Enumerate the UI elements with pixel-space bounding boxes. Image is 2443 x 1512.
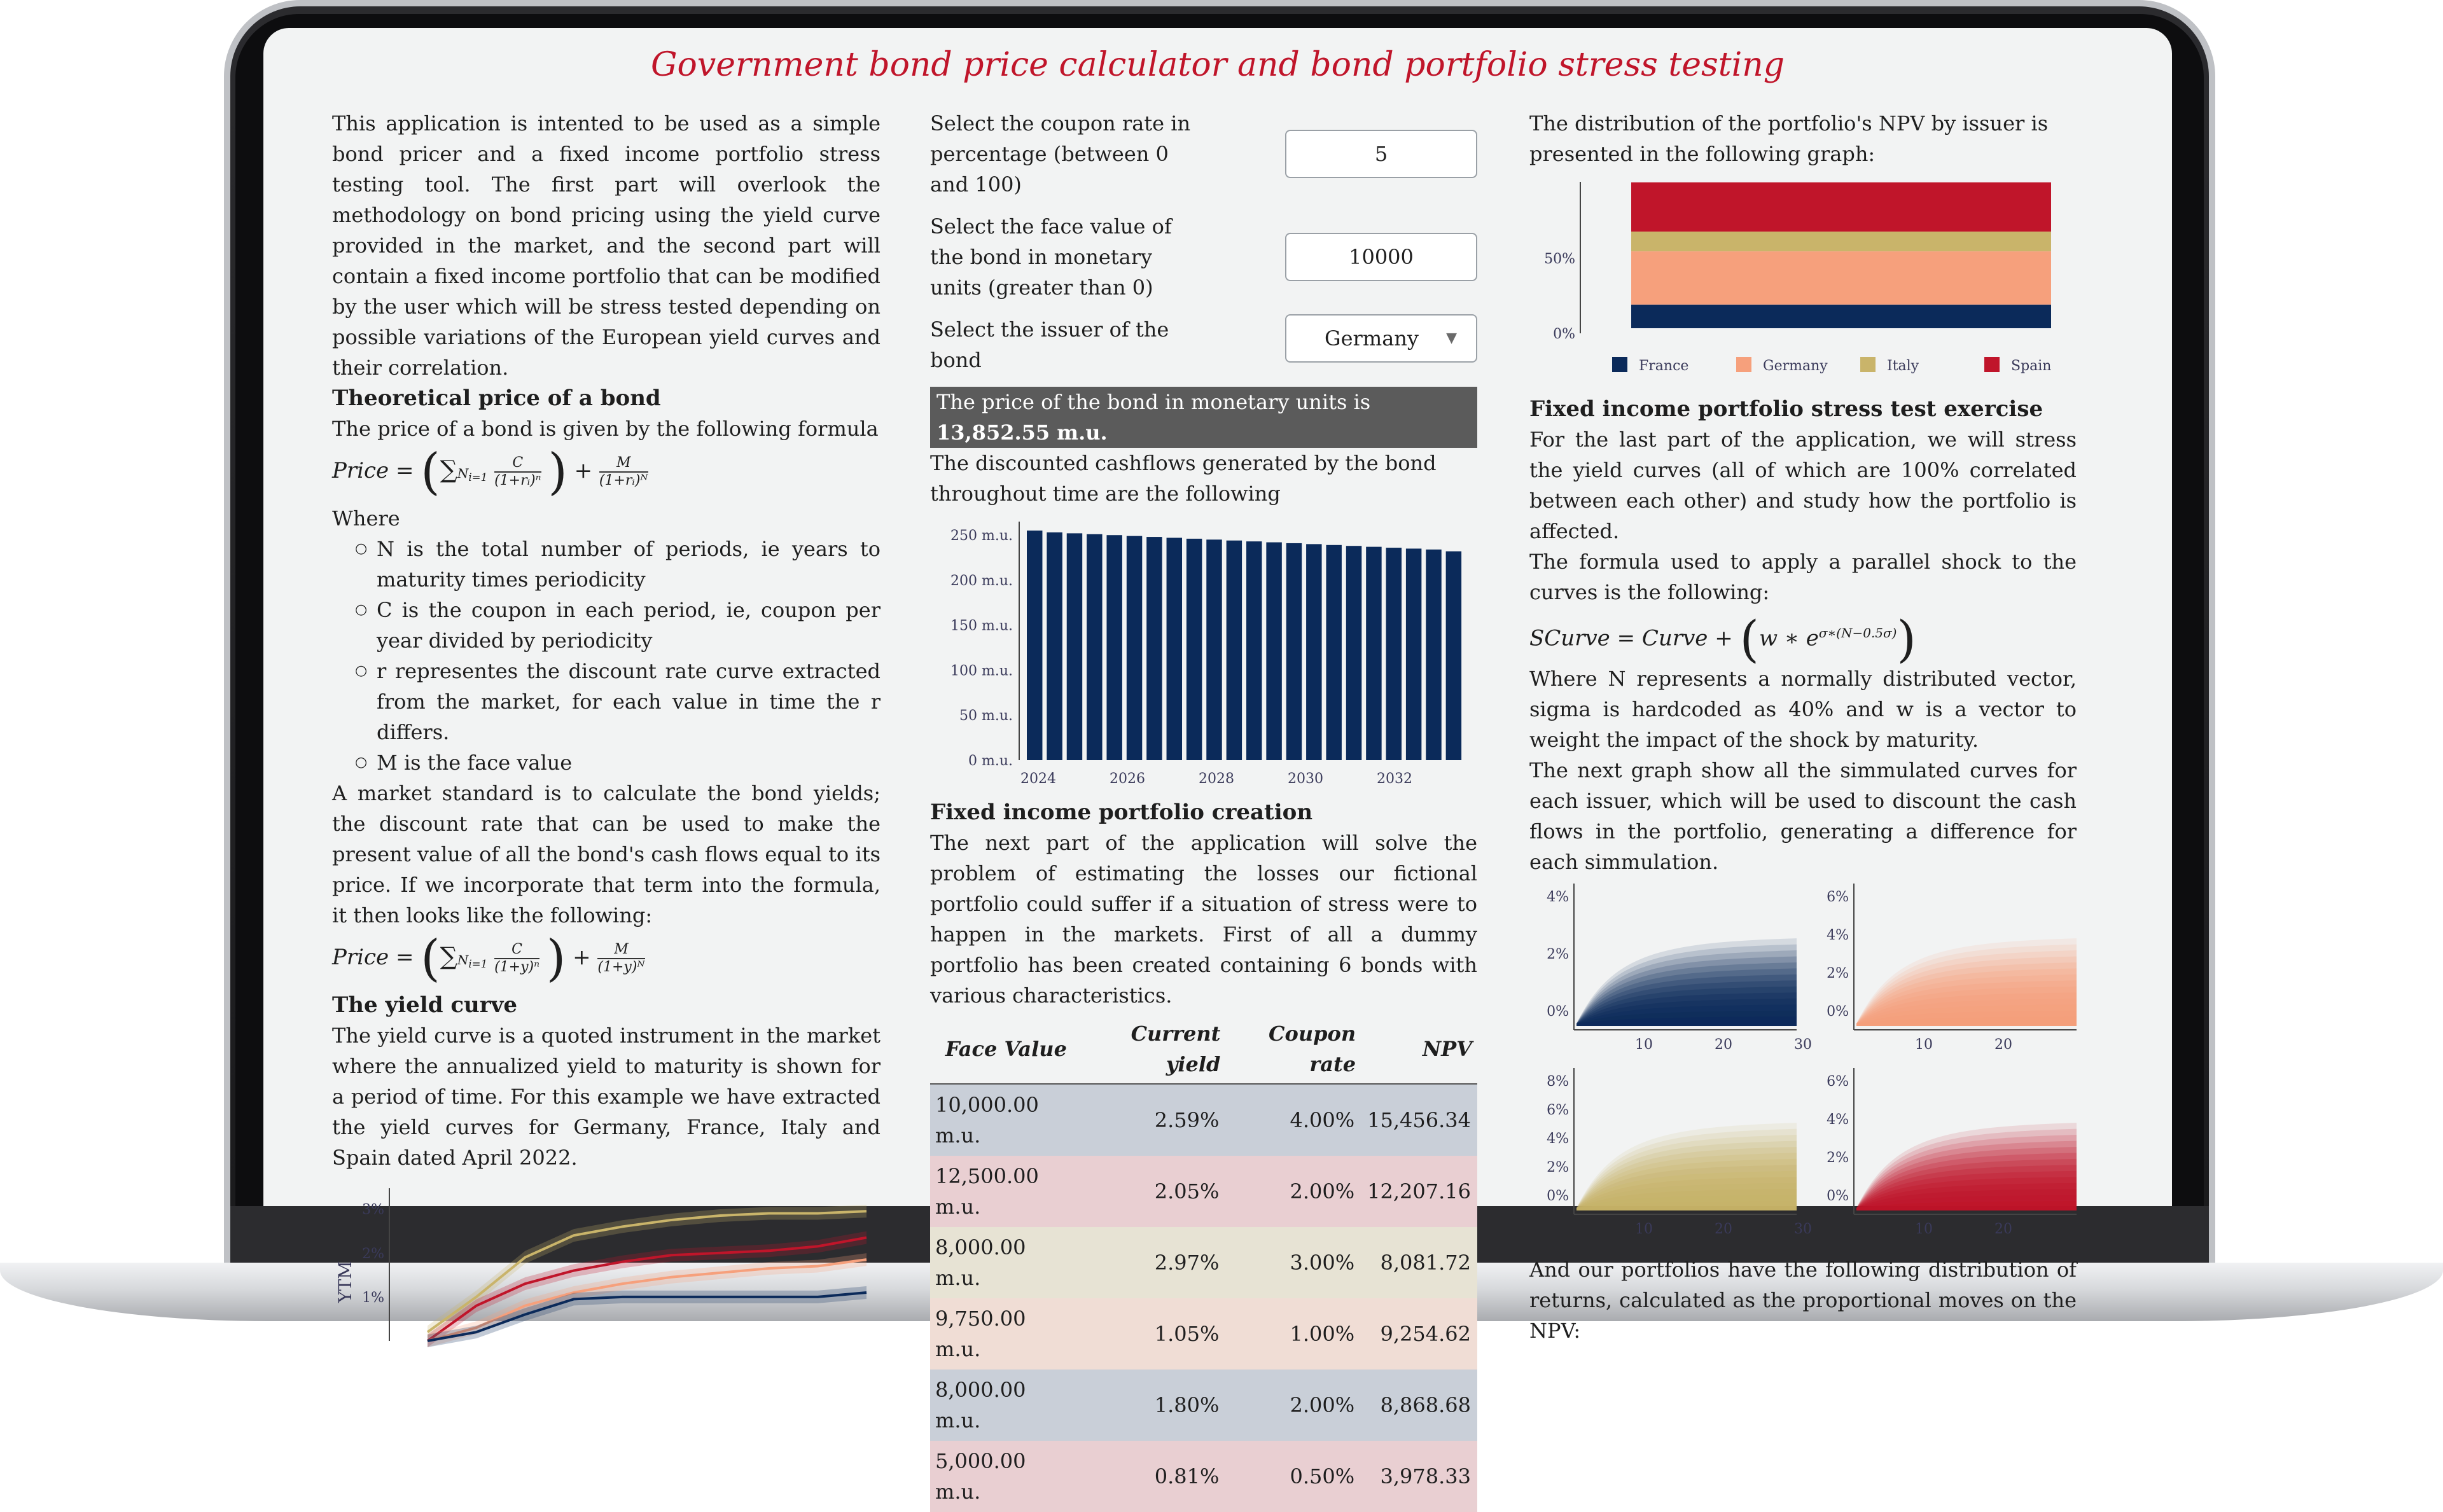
legend-label-germany: Germany (1763, 358, 1828, 374)
table-cell-face: 10,000.00 m.u. (935, 1093, 1039, 1148)
stack-segment-germany (1631, 251, 2051, 305)
cashflow-bar (1146, 537, 1162, 760)
price-result (930, 387, 1477, 448)
table-cell-npv: 12,207.16 (1367, 1179, 1471, 1203)
price-formula-market: Price = ($\sum N_{i=1}$ $\frac{C}{\text{(1+rᵢ)ⁿ}}$ ) + $\frac{M}{\text{(1+rᵢ)ᴺ}}$ (332, 443, 648, 501)
simulation-band (1856, 938, 2077, 1026)
cashflow-bar (1266, 543, 1281, 760)
col-header-current-yield[interactable]: Current yield (1082, 1015, 1226, 1084)
x-tick-label: 2030 (1288, 771, 1323, 787)
issuer-selected-value: Germany (1325, 326, 1419, 350)
cashflow-bar (1306, 544, 1321, 760)
y-tick-label: 8% (1547, 1074, 1569, 1090)
cashflow-bar (1286, 543, 1302, 760)
list-item: ○ C is the coupon in each period, ie, coupon per year divided by periodicity (377, 595, 880, 656)
table-row (930, 1441, 1477, 1512)
table-cell-yield: 2.59% (1154, 1108, 1220, 1132)
cashflow-bar (1187, 539, 1202, 760)
issuer-select[interactable] (1285, 314, 1477, 363)
x-tick-label: 20 (1715, 1037, 1732, 1053)
legend-swatch-spain (1984, 357, 2000, 372)
table-cell-yield: 1.05% (1154, 1322, 1220, 1346)
panel-germany (1827, 884, 2077, 1053)
stress-heading: Fixed income portfolio stress test exercise (1529, 396, 2043, 422)
table-row (930, 1370, 1477, 1441)
simulation-band (1576, 938, 1797, 1026)
face-value-label: Select the face value of the bond in monetary units (greater than 0) (930, 214, 1172, 300)
x-tick-label: 30 (1794, 1037, 1812, 1053)
cashflow-bar (1386, 548, 1402, 760)
y-tick-label: 0% (1547, 1004, 1569, 1020)
table-cell-face: 8,000.00 m.u. (935, 1235, 1026, 1290)
x-tick-label: 20 (1994, 1037, 2012, 1053)
cashflow-bar (1366, 547, 1381, 760)
y-tick-label: 200 m.u. (950, 572, 1013, 589)
cashflow-bar (1067, 533, 1082, 760)
x-tick-label: 10 (1915, 1037, 1933, 1053)
scurve-formula: SCurve = Curve + (w ∗ $e^{\sigma∗(N-0.5\sigma)}$) (1529, 611, 1916, 669)
simulation-text: The next graph show all the simmulated curves for each issuer, which will be used to discount the cash flows in the portfolio, generating a difference for each simmulation. (1529, 758, 2077, 875)
y-tick-label: 0% (1827, 1188, 1849, 1205)
price-formula-yield: Price = ($\sum N_{i=1}$ $\frac{C}{\text{(1+y)ⁿ}}$ ) + $\frac{M}{\text{(1+y)ᴺ}}$ (332, 930, 645, 987)
table-cell-coupon: 3.00% (1290, 1251, 1355, 1275)
x-tick-label: 20 (1715, 1221, 1732, 1238)
shock-formula-intro: The formula used to apply a parallel shock to the curves is the following: (1529, 550, 2077, 604)
y-tick-label: 250 m.u. (950, 528, 1013, 544)
legend-label-france: France (1639, 358, 1689, 374)
list-item: ○ M is the face value (377, 747, 880, 778)
where-text: Where N represents a normally distributed vector, sigma is hardcoded as 40% and w is a vector to weight the impact of the shock by maturity. (1529, 667, 2077, 753)
y-tick-label: 2% (362, 1245, 384, 1262)
cashflow-bar (1406, 548, 1421, 760)
list-item: ○ N is the total number of periods, ie years to maturity times periodicity (377, 534, 880, 595)
x-tick-label: 2026 (1110, 771, 1145, 787)
price-result-prefix: The price of the bond in monetary units is (936, 390, 1371, 414)
x-tick-label: 10 (1635, 1037, 1653, 1053)
table-row (930, 1084, 1477, 1156)
col-header-face-value[interactable]: Face Value (930, 1015, 1082, 1084)
table-cell-face: 5,000.00 m.u. (935, 1449, 1026, 1504)
formula-terms-list (332, 534, 880, 778)
table-row (930, 1227, 1477, 1298)
y-tick-label: 6% (1827, 1074, 1849, 1090)
x-tick-label: 30 (1794, 1221, 1812, 1238)
x-tick-label: 2024 (1020, 771, 1056, 787)
y-tick-label: 0% (1547, 1188, 1569, 1205)
cashflow-bar (1106, 535, 1122, 760)
cashflow-bar (1027, 531, 1042, 760)
page-title: Government bond price calculator and bond portfolio stress testing (650, 46, 1785, 84)
portfolio-text: The next part of the application will solve the problem of estimating the losses our fictional portfolio could suffer if a situation of stress were to happen in the markets. First of all a dummy portfolio has been created containing 6 bonds with various characteristics. (930, 831, 1477, 1008)
table-cell-yield: 2.97% (1154, 1251, 1220, 1275)
cashflow-bar (1426, 550, 1441, 760)
y-tick-label: 50 m.u. (959, 708, 1013, 725)
cashflow-bar (1167, 538, 1182, 760)
simulation-band (1856, 1123, 2077, 1210)
table-header-row (930, 1015, 1477, 1084)
y-axis-label: YTM (335, 1261, 356, 1303)
panel-italy (1547, 1068, 1812, 1237)
cashflow-bar (1326, 545, 1341, 760)
y-tick-label: 3% (362, 1202, 384, 1218)
y-tick-label: 2% (1547, 947, 1569, 963)
x-tick-label: 10 (1635, 1221, 1653, 1238)
pricer-column (930, 108, 1477, 1512)
chevron-down-icon[interactable]: ▼ (1446, 330, 1457, 346)
intro-column (332, 108, 880, 1356)
coupon-label: Select the coupon rate in percentage (between 0 and 100) (930, 111, 1191, 197)
table-cell-face: 9,750.00 m.u. (935, 1307, 1026, 1361)
y-tick-label: 1% (362, 1289, 384, 1306)
legend-swatch-italy (1860, 357, 1876, 372)
table-cell-yield: 1.80% (1154, 1393, 1220, 1417)
app-screen (263, 28, 2172, 1504)
cashflow-bar (1047, 532, 1062, 760)
table-cell-yield: 2.05% (1154, 1179, 1220, 1203)
stress-column (1529, 108, 2077, 1346)
stress-text: For the last part of the application, we will stress the yield curves (all of which are 100% correlated between each other) and study how the portfolio is affected. (1529, 427, 2077, 543)
face-value-input[interactable]: 10000 (1285, 233, 1477, 281)
table-cell-npv: 3,978.33 (1380, 1464, 1471, 1488)
cashflow-bar (1127, 536, 1142, 760)
table-cell-coupon: 2.00% (1290, 1393, 1355, 1417)
table-cell-npv: 15,456.34 (1367, 1108, 1471, 1132)
cashflow-bar (1246, 541, 1262, 760)
y-tick-label: 4% (1827, 927, 1849, 944)
y-tick-label: 4% (1827, 1112, 1849, 1128)
theory-heading: Theoretical price of a bond (332, 385, 661, 411)
cashflow-bar (1206, 539, 1222, 760)
x-tick-label: 2028 (1199, 771, 1234, 787)
legend-swatch-germany (1736, 357, 1751, 372)
table-row (930, 1156, 1477, 1227)
y-tick-label: 0% (1827, 1004, 1849, 1020)
cashflow-chart (930, 509, 1477, 789)
y-tick-label: 4% (1547, 889, 1569, 906)
portfolio-table (930, 1015, 1477, 1512)
list-item: ○ r representes the discount rate curve extracted from the market, for each value in time the r differs. (377, 656, 880, 747)
portfolio-heading: Fixed income portfolio creation (930, 800, 1313, 825)
col-header-coupon-rate[interactable]: Coupon rate (1225, 1015, 1361, 1084)
table-cell-npv: 8,081.72 (1380, 1251, 1471, 1275)
table-cell-coupon: 4.00% (1290, 1108, 1355, 1132)
y-tick-label: 2% (1827, 1150, 1849, 1167)
market-text: A market standard is to calculate the bond yields; the discount rate that can be used to make the present value of all the bond's cash flows equal to its price. If we incorporate that term into the formula, it then looks like the following: (332, 781, 880, 927)
y-tick-label: 50% (1544, 251, 1575, 267)
npv-distribution-chart (1529, 169, 2077, 385)
simulated-curves-chart (1529, 877, 2077, 1246)
cashflow-bar (1446, 551, 1461, 760)
table-cell-face: 8,000.00 m.u. (935, 1378, 1026, 1432)
issuer-label: Select the issuer of the bond (930, 317, 1169, 372)
legend-label-spain: Spain (2011, 358, 2052, 374)
theory-text: The price of a bond is given by the following formula (332, 417, 879, 441)
table-cell-face: 12,500.00 m.u. (935, 1164, 1039, 1219)
stack-segment-france (1631, 305, 2051, 328)
x-tick-label: 2032 (1377, 771, 1412, 787)
table-cell-npv: 9,254.62 (1380, 1322, 1471, 1346)
yield-curve-chart (332, 1182, 880, 1347)
y-tick-label: 150 m.u. (950, 618, 1013, 634)
stack-segment-spain (1631, 183, 2051, 232)
distribution-text: The distribution of the portfolio's NPV by issuer is presented in the following graph: (1529, 111, 2049, 166)
returns-text: And our portfolios have the following distribution of returns, calculated as the proportional moves on the NPV: (1529, 1258, 2077, 1343)
y-tick-label: 100 m.u. (950, 663, 1013, 679)
yield-text: The yield curve is a quoted instrument in the market where the annualized yield to maturity is shown for a period of time. For this example we have extracted the yield curves for Germany, France, Italy and Spain dated April 2022. (332, 1023, 880, 1170)
intro-text: This application is intented to be used as a simple bond pricer and a fixed income portfolio stress testing tool. The first part will overlook the methodology on bond pricing using the yield curve provided in the market, and the second part will contain a fixed income portfolio that can be modified by the user which will be stress tested depending on possible variations of the European yield curves and their correlation. (332, 111, 880, 380)
cashflow-bar (1346, 546, 1361, 760)
where-label: Where (332, 506, 400, 531)
coupon-row (930, 108, 1477, 200)
table-row (930, 1298, 1477, 1370)
table-cell-coupon: 2.00% (1290, 1179, 1355, 1203)
table-cell-npv: 8,868.68 (1380, 1393, 1471, 1417)
y-tick-label: 2% (1547, 1160, 1569, 1176)
stack-segment-italy (1631, 232, 2051, 251)
table-cell-yield: 0.81% (1154, 1464, 1220, 1488)
panel-france (1547, 884, 1812, 1053)
table-cell-coupon: 1.00% (1290, 1322, 1355, 1346)
table-cell-coupon: 0.50% (1290, 1464, 1355, 1488)
x-tick-label: 20 (1994, 1221, 2012, 1238)
y-tick-label: 4% (1547, 1131, 1569, 1148)
y-tick-label: 6% (1547, 1102, 1569, 1119)
y-tick-label: 2% (1827, 966, 1849, 982)
simulation-band (1576, 1123, 1797, 1210)
panel-spain (1827, 1068, 2077, 1237)
y-tick-label: 0% (1553, 326, 1575, 342)
y-tick-label: 0 m.u. (968, 753, 1013, 769)
cashflow-text: The discounted cashflows generated by the bond throughout time are the following (930, 451, 1437, 506)
face-value-row (930, 211, 1477, 303)
y-tick-label: 6% (1827, 889, 1849, 906)
yield-heading: The yield curve (332, 992, 518, 1018)
legend-swatch-france (1612, 357, 1627, 372)
issuer-row (930, 314, 1477, 375)
x-tick-label: 10 (1915, 1221, 1933, 1238)
cashflow-bar (1227, 541, 1242, 760)
coupon-input[interactable]: 5 (1285, 130, 1477, 178)
cashflow-bar (1087, 534, 1102, 760)
price-result-value: 13,852.55 m.u. (936, 420, 1108, 445)
col-header-npv[interactable]: NPV (1361, 1015, 1477, 1084)
legend-label-italy: Italy (1887, 358, 1919, 374)
